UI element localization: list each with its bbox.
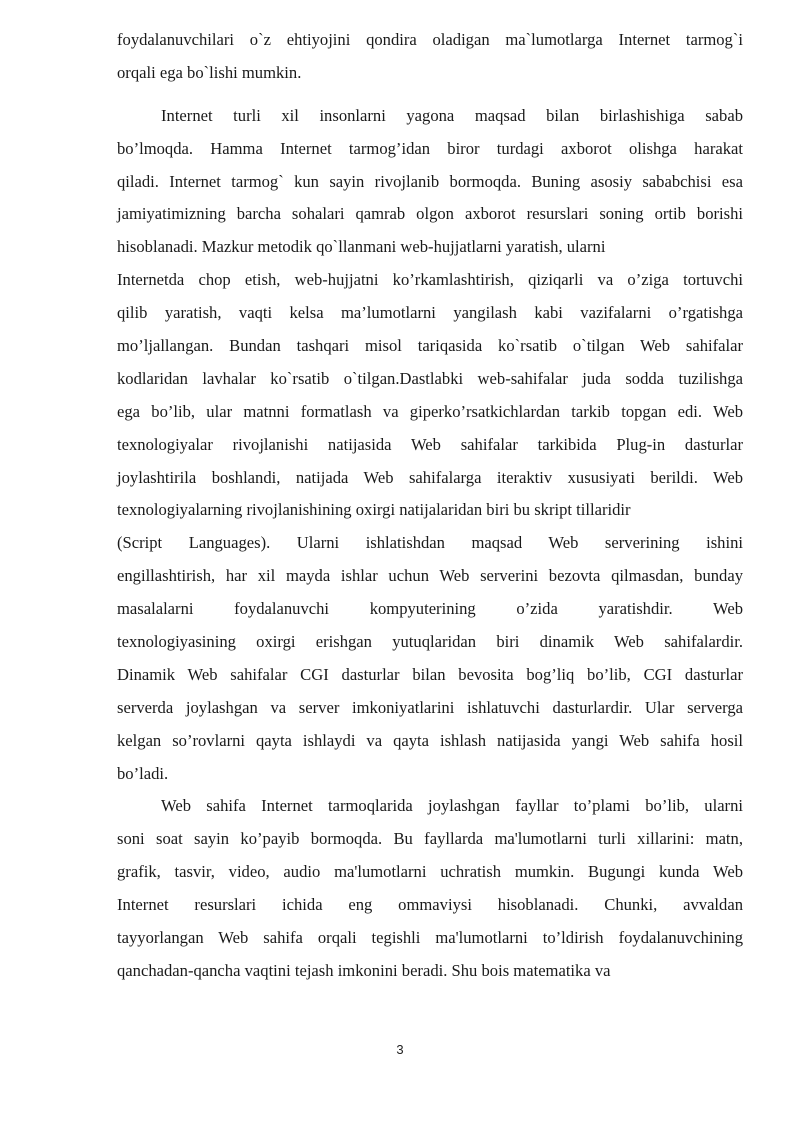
text-line: engillashtirish, har xil mayda ishlar uchun Web serverini bezovta qilmasdan, bunday bbox=[117, 566, 743, 586]
text-line: Internetda chop etish, web-hujjatni ko’rkamlashtirish, qiziqarli va o’ziga tortuvchi bbox=[117, 270, 743, 290]
text-line: qanchadan-qancha vaqtini tejash imkonini beradi. Shu bois matematika va bbox=[117, 960, 611, 980]
text-line: Dinamik Web sahifalar CGI dasturlar bilan bevosita bog’liq bo’lib, CGI dasturlar bbox=[117, 664, 743, 684]
text-line: joylashtirila boshlandi, natijada Web sahifalarga iteraktiv xususiyati berildi. Web bbox=[117, 467, 743, 487]
text-line: orqali ega bo`lishi mumkin. bbox=[117, 62, 302, 82]
text-line: qiladi. Internet tarmog` kun sayin rivojlanib bormoqda. Buning asosiy sababchisi esa bbox=[117, 171, 743, 191]
text-line: Web sahifa Internet tarmoqlarida joylashgan fayllar to’plami bo’lib, ularni bbox=[161, 796, 743, 816]
document-body bbox=[117, 24, 743, 988]
text-line: texnologiyalarning rivojlanishining oxirgi natijalaridan biri bu skript tillaridir bbox=[117, 500, 631, 520]
text-line: grafik, tasvir, video, audio ma'lumotlarni uchratish mumkin. Bugungi kunda Web bbox=[117, 862, 743, 882]
paragraph bbox=[117, 790, 743, 987]
text-line: hisoblanadi. Mazkur metodik qo`llanmani web-hujjatlarni yaratish, ularni bbox=[117, 237, 606, 257]
text-line: Internet turli xil insonlarni yagona maqsad bilan birlashishiga sabab bbox=[161, 105, 743, 125]
text-line: foydalanuvchilari o`z ehtiyojini qondira oladigan ma`lumotlarga Internet tarmog`i bbox=[117, 30, 743, 49]
text-line: jamiyatimizning barcha sohalari qamrab olgon axborot resurslari soning ortib borishi bbox=[117, 204, 743, 224]
page-number: 3 bbox=[396, 1042, 404, 1057]
paragraph bbox=[117, 100, 743, 791]
text-line: bo’lmoqda. Hamma Internet tarmog’idan biror turdagi axborot olishga harakat bbox=[117, 138, 743, 158]
text-line: ega bo’lib, ular matnni formatlash va giperko’rsatkichlardan tarkib topgan edi. Web bbox=[117, 401, 743, 421]
text-line: texnologiyasining oxirgi erishgan yutuqlaridan biri dinamik Web sahifalardir. bbox=[117, 632, 743, 652]
text-line: soni soat sayin ko’payib bormoqda. Bu fayllarda ma'lumotlarni turli xillarini: matn, bbox=[117, 829, 743, 849]
text-line: texnologiyalar rivojlanishi natijasida Web sahifalar tarkibida Plug-in dasturlar bbox=[117, 434, 743, 454]
text-line: bo’ladi. bbox=[117, 763, 169, 783]
text-line: qilib yaratish, vaqti kelsa ma’lumotlarni yangilash kabi vazifalarni o’rgatishga bbox=[117, 303, 743, 323]
text-line: Internet resurslari ichida eng ommaviysi hisoblanadi. Chunki, avvaldan bbox=[117, 895, 743, 915]
text-line: (Script Languages). Ularni ishlatishdan maqsad Web serverining ishini bbox=[117, 533, 743, 553]
text-line: mo’ljallangan. Bundan tashqari misol tariqasida ko`rsatib o`tilgan Web sahifalar bbox=[117, 336, 743, 356]
text-line: serverda joylashgan va server imkoniyatlarini ishlatuvchi dasturlardir. Ular serverga bbox=[117, 697, 743, 717]
text-line: kodlaridan lavhalar ko`rsatib o`tilgan.Dastlabki web-sahifalar juda sodda tuzilishga bbox=[117, 368, 743, 388]
text-line: masalalarni foydalanuvchi kompyuterining o’zida yaratishdir. Web bbox=[117, 599, 743, 619]
text-line: kelgan so’rovlarni qayta ishlaydi va qayta ishlash natijasida yangi Web sahifa hosil bbox=[117, 730, 743, 750]
text-line: tayyorlangan Web sahifa orqali tegishli ma'lumotlarni to’ldirish foydalanuvchining bbox=[117, 928, 743, 948]
paragraph bbox=[117, 24, 743, 90]
